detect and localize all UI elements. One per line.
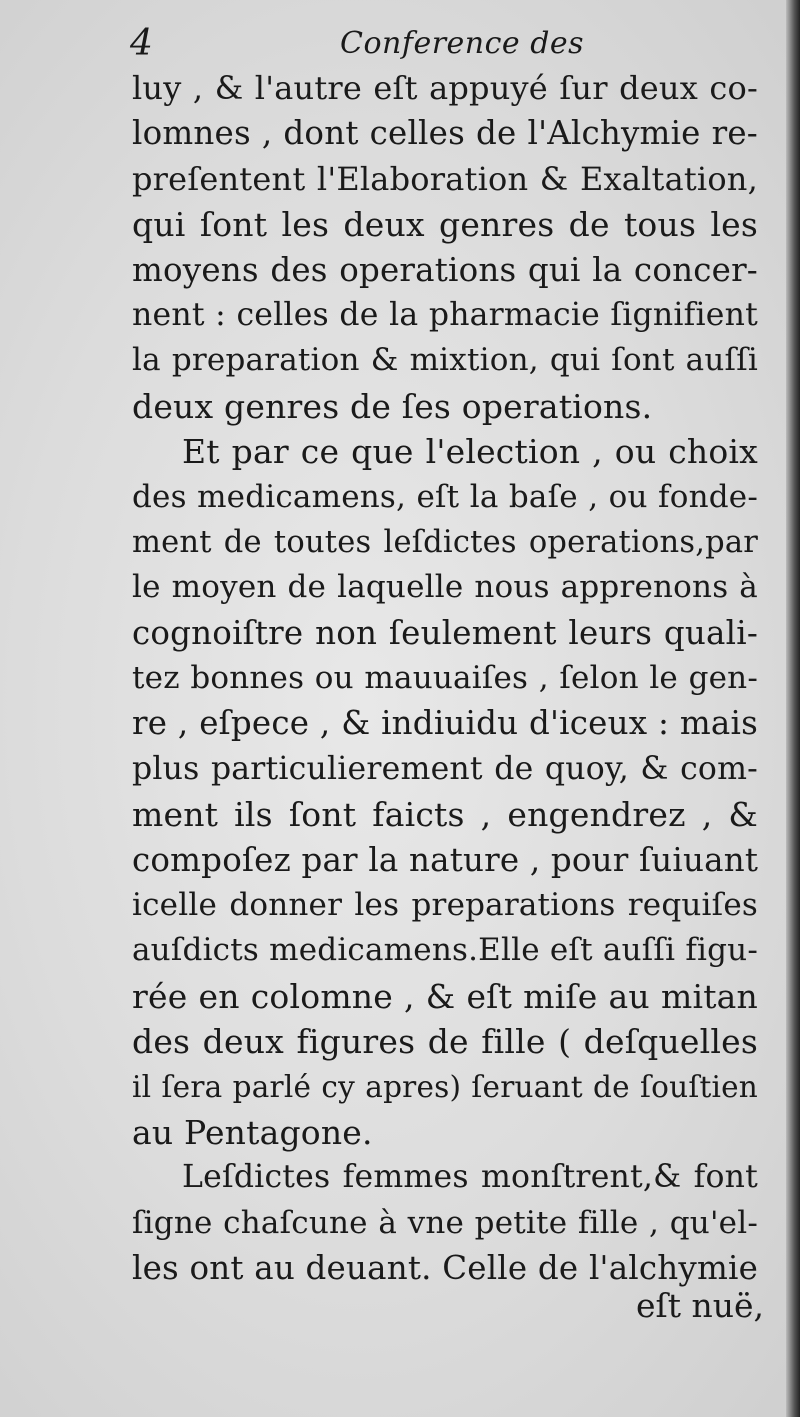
text-line: il ſera parlé cy apres) ſeruant de ſouſtien xyxy=(132,1069,758,1104)
text-line: les ont au deuant. Celle de l'alchymie xyxy=(132,1249,758,1288)
text-line: icelle donner les preparations requiſes xyxy=(132,887,758,924)
text-line: Leſdictes femmes monſtrent,& font xyxy=(182,1159,758,1196)
text-line: moyens des operations qui la concer- xyxy=(132,250,758,289)
text-line: Et par ce que l'election , ou choix xyxy=(182,432,758,472)
text-line: cognoiſtre non ſeulement leurs quali- xyxy=(132,613,758,652)
text-line: ment ils ſont faicts , engendrez , & xyxy=(132,795,758,835)
body-text xyxy=(132,66,758,1292)
text-line: compoſez par la nature , pour ſuiuant xyxy=(132,840,759,879)
text-line: rée en colomne , & eſt miſe au mitan xyxy=(132,976,758,1016)
running-head: Conference des xyxy=(340,26,585,61)
page-header xyxy=(130,18,750,66)
catchword: eſt nuë, xyxy=(636,1286,765,1325)
text-line: nent : celles de la pharmacie ſignifient xyxy=(132,296,758,333)
text-line: preſentent l'Elaboration & Exaltation, xyxy=(132,159,758,198)
text-line: re , eſpece , & indiuidu d'iceux : mais xyxy=(132,704,758,743)
text-line: deux genres de ſes operations. xyxy=(132,386,653,426)
text-line: auſdicts medicamens.Elle eſt auſſi figu- xyxy=(132,932,758,969)
text-line: plus particulierement de quoy, & com- xyxy=(132,750,758,787)
text-line: ment de toutes leſdictes operations,par xyxy=(132,524,758,560)
text-line: lomnes , dont celles de l'Alchymie re- xyxy=(132,114,758,153)
text-line: des medicamens, eſt la baſe , ou fonde- xyxy=(132,478,758,515)
text-line: des deux figures de fille ( deſquelles xyxy=(132,1022,758,1062)
text-line: la preparation & mixtion, qui ſont auſſi xyxy=(132,342,758,379)
text-line: tez bonnes ou mauuaiſes , ſelon le gen- xyxy=(132,660,758,697)
text-line: le moyen de laquelle nous apprenons à xyxy=(132,569,758,606)
page-number: 4 xyxy=(130,23,153,64)
page-edge-shadow xyxy=(786,0,800,1417)
text-line: luy , & l'autre eſt appuyé ſur deux co- xyxy=(132,69,758,107)
text-line: qui ſont les deux genres de tous les xyxy=(132,205,758,245)
text-line: au Pentagone. xyxy=(132,1112,373,1152)
text-line: ſigne chaſcune à vne petite fille , qu'el- xyxy=(132,1204,758,1241)
